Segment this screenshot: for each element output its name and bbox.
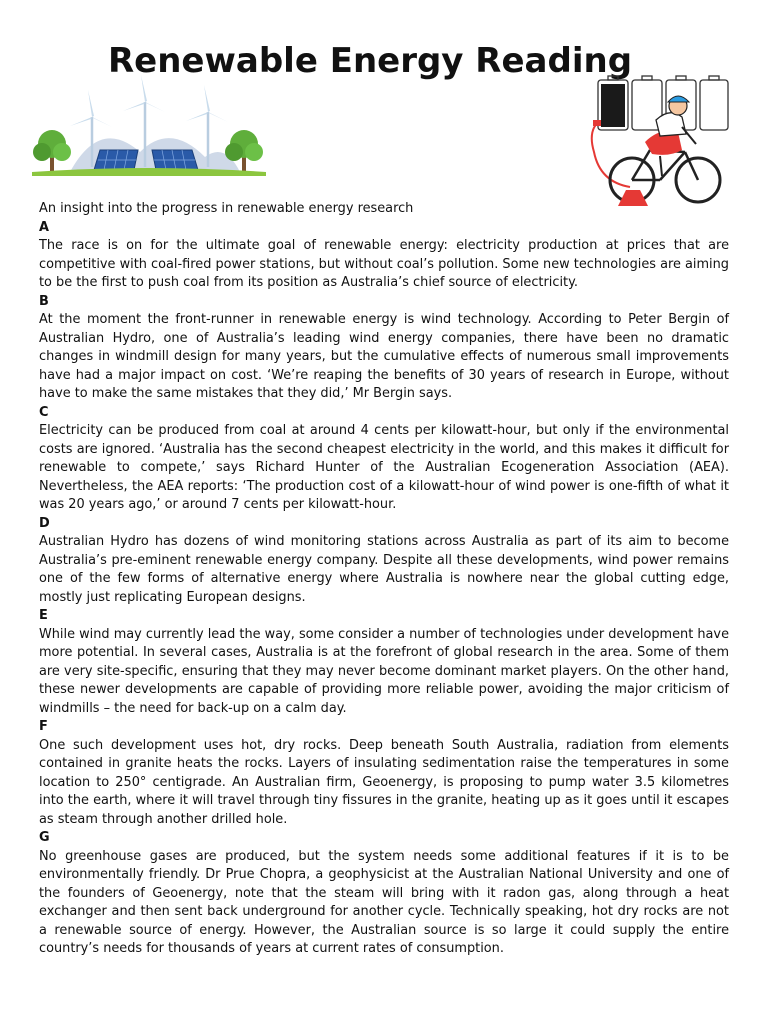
section-label-c: C — [39, 404, 49, 420]
section-label-a: A — [39, 219, 49, 235]
article-body — [39, 200, 729, 959]
section-paragraph-b: At the moment the front-runner in renewable energy is wind technology. According to Peter Bergin of Australian Hydro, one of Australia’s leading wind energy companies, there have been no dramatic changes in windmill design for many years, but the cumulative effects of numerous small improvements have had a major impact on cost. ‘We’re reaping the benefits of 30 years of research in Europe, without have to make the same mistakes that they did,’ Mr Bergin says. — [39, 312, 729, 401]
section-paragraph-d: Australian Hydro has dozens of wind monitoring stations across Australia as part of its aim to become Australia’s pre-eminent renewable energy company. Despite all these developments, wind power remains one of the few forms of alternative energy where Australia is nowhere near the global cutting edge, mostly just replicating European designs. — [39, 534, 729, 605]
cyclist-battery-illustration — [590, 72, 730, 212]
section-label-e: E — [39, 608, 48, 623]
section-label-f: F — [39, 719, 48, 734]
section-paragraph-f: One such development uses hot, dry rocks. Deep beneath South Australia, radiation from elements contained in granite heats the rocks. Layers of insulating sedimentation raise the temperatures in some location to 250° centigrade. An Australian firm, Geoenergy, is proposing to pump water 3.5 kilometres into the earth, where it will travel through tiny fissures in the granite, heating up as it goes until it escapes as steam through another drilled hole. — [39, 737, 729, 827]
section-paragraph-c: Electricity can be produced from coal at around 4 cents per kilowatt-hour, but only if the environmental costs are ignored. ‘Australia has the second cheapest electricity in the world, and this makes it difficult for renewable to compete,’ says Richard Hunter of the Australian Ecogeneration Association (AEA). Nevertheless, the AEA reports: ‘The production cost of a kilowatt-hour of wind power is one-fifth of what it was 20 years ago,’ or around 7 cents per kilowatt-hour. — [39, 423, 729, 512]
section-paragraph-a: The race is on for the ultimate goal of renewable energy: electricity production at prices that are competitive with coal-fired power stations, but without coal’s pollution. Some new technologies are aiming to be the first to push coal from its position as Australia’s chief source of electricity. — [39, 238, 729, 290]
section-paragraph-g: No greenhouse gases are produced, but the system needs some additional features if it is to be environmentally friendly. Dr Prue Chopra, a geophysicist at the Australian National University and one of the founders of Geoenergy, note that the steam will bring with it radon gas, along through a heat exchanger and then sent back underground for another cycle. Technically speaking, hot dry rocks are not a renewable source of energy. However, the Australian source is so large it could supply the entire country’s needs for thousands of years at current rates of consumption. — [39, 848, 729, 956]
section-label-d: D — [39, 515, 50, 531]
page-title: Renewable Energy Reading — [107, 40, 633, 81]
wind-solar-illustration — [30, 72, 268, 182]
section-paragraph-e: While wind may currently lead the way, some consider a number of technologies under development have more potential. In several cases, Australia is at the forefront of global research in the area. Some of them are very site-specific, ensuring that they may never become dominant market players. On the other hand, these newer developments are capable of providing more reliable power, avoiding the major criticism of windmills – the need for back-up on a calm day. — [39, 626, 729, 716]
section-label-g: G — [39, 830, 50, 845]
section-label-b: B — [39, 293, 49, 309]
article-subtitle: An insight into the progress in renewable energy research — [39, 201, 414, 216]
cyclist-icon — [645, 96, 696, 176]
battery-icon — [601, 84, 625, 127]
